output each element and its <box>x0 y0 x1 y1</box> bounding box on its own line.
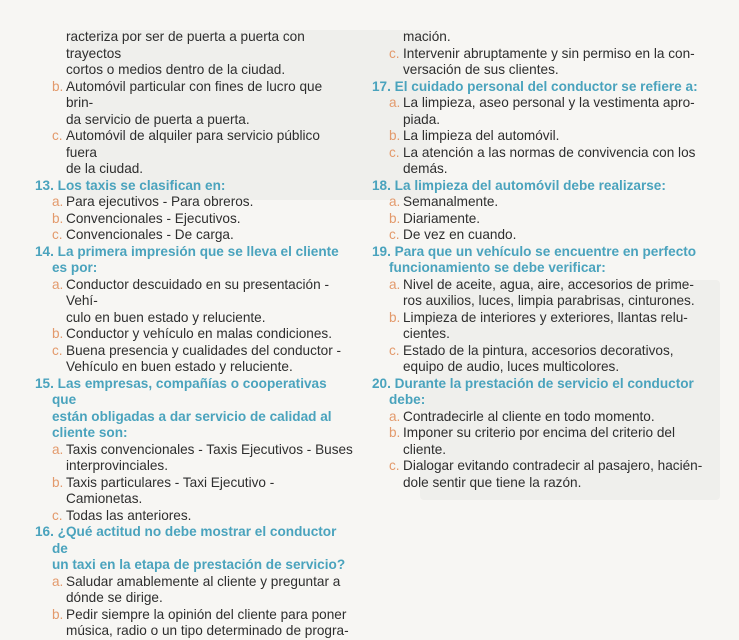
option-text: Nivel de aceite, agua, aire, accesorios de prime- ros auxilios, luces, limpia parabrisas, cinturones. <box>403 276 695 308</box>
question-title <box>372 79 734 96</box>
option-letter: c. <box>389 144 400 160</box>
option-text: La limpieza, aseo personal y la vestimenta apro- piada. <box>403 95 695 127</box>
option-text: Estado de la pintura, accesorios decorativos, equipo de audio, luces multicolores. <box>403 342 674 374</box>
option-text: Dialogar evitando contradecir al pasajero, hacién- dole sentir que tiene la razón. <box>403 458 703 490</box>
answer-option <box>372 310 734 343</box>
option-text: Convencionales - De carga. <box>66 227 234 242</box>
option-letter: c. <box>389 227 400 242</box>
option-text: Saludar amablemente al cliente y preguntar a dónde se dirige. <box>66 573 341 605</box>
question-text: 17. El cuidado personal del conductor se refiere a: <box>372 78 698 94</box>
option-text: Automóvil particular con fines de lucro que brin- da servicio de puerta a puerta. <box>66 78 323 127</box>
option-letter: b. <box>389 309 401 325</box>
question-text: 18. La limpieza del automóvil debe realizarse: <box>372 177 666 193</box>
question-title <box>35 178 353 195</box>
option-text: Para ejecutivos - Para obreros. <box>66 194 254 209</box>
answer-option <box>35 607 353 640</box>
answer-option <box>35 343 353 376</box>
question-text: 19. Para que un vehículo se encuentre en perfecto funcionamiento se debe verificar: <box>372 243 697 275</box>
option-letter: c. <box>52 227 63 242</box>
option-text: Buena presencia y cualidades del conductor - Vehículo en buen estado y reluciente. <box>66 342 342 374</box>
option-letter: c. <box>389 45 400 61</box>
option-letter: a. <box>389 194 401 209</box>
answer-option <box>372 95 734 128</box>
question-text: 13. Los taxis se clasifican en: <box>35 177 226 193</box>
answer-option <box>372 425 734 458</box>
right-column <box>372 29 734 491</box>
option-text: Pedir siempre la opinión del cliente para poner música, radio o un tipo determinado de progra- <box>66 606 349 638</box>
option-text: Semanalmente. <box>403 194 499 209</box>
answer-option <box>372 343 734 376</box>
question-title <box>35 244 353 277</box>
option-text: Diariamente. <box>403 210 481 226</box>
answer-option <box>372 128 734 145</box>
question-block <box>35 178 353 244</box>
answer-option <box>372 194 734 211</box>
option-text: Convencionales - Ejecutivos. <box>66 210 241 226</box>
question-block <box>372 79 734 178</box>
option-letter: c. <box>52 342 63 358</box>
option-text: Automóvil de alquiler para servicio público fuera de la ciudad. <box>66 128 320 176</box>
answer-option <box>35 211 353 228</box>
left-column <box>35 29 353 640</box>
question-block <box>372 178 734 244</box>
answer-option <box>372 409 734 426</box>
answer-option <box>35 442 353 475</box>
option-text: Imponer su criterio por encima del criterio del cliente. <box>403 425 675 457</box>
answer-option <box>372 227 734 244</box>
answer-option <box>372 277 734 310</box>
option-text: Conductor y vehículo en malas condiciones. <box>66 326 332 341</box>
question-title <box>372 178 734 195</box>
option-letter: a. <box>52 441 64 457</box>
question-block <box>35 244 353 376</box>
option-letter: a. <box>389 95 401 110</box>
question-title <box>35 376 353 442</box>
answer-option <box>35 194 353 211</box>
answer-option <box>35 277 353 327</box>
option-text: Intervenir abruptamente y sin permiso en la con- versación de sus clientes. <box>403 45 695 77</box>
answer-option <box>35 475 353 508</box>
answer-option <box>35 227 353 244</box>
option-letter: c. <box>52 507 63 523</box>
option-letter: a. <box>52 194 64 209</box>
option-letter: c. <box>52 128 63 143</box>
option-letter: c. <box>389 458 400 473</box>
answer-option <box>372 458 734 491</box>
option-letter: b. <box>52 326 64 341</box>
option-letter: b. <box>52 606 64 622</box>
option-letter: c. <box>389 342 400 358</box>
answer-option <box>35 326 353 343</box>
answer-option <box>372 145 734 178</box>
answer-option <box>35 128 353 178</box>
answer-option <box>35 508 353 525</box>
option-text: Contradecirle al cliente en todo momento. <box>403 408 655 424</box>
option-text: La atención a las normas de convivencia con los demás. <box>403 144 696 176</box>
option-letter: a. <box>52 573 64 589</box>
question-title <box>35 524 353 574</box>
option-text: La limpieza del automóvil. <box>403 128 560 143</box>
option-text: De vez en cuando. <box>403 227 517 242</box>
option-letter: b. <box>52 474 64 490</box>
option-letter: b. <box>389 128 401 143</box>
answer-option <box>35 574 353 607</box>
option-text: Taxis particulares - Taxi Ejecutivo - Camionetas. <box>66 474 275 506</box>
continued-text: mación. <box>403 29 451 44</box>
option-text: Todas las anteriores. <box>66 507 192 523</box>
question-block <box>35 376 353 525</box>
option-text: Limpieza de interiores y exteriores, llantas relu- cientes. <box>403 309 688 341</box>
option-letter: b. <box>52 78 64 94</box>
question-title <box>372 244 734 277</box>
answer-option <box>372 46 734 79</box>
option-letter: a. <box>389 276 401 292</box>
option-letter: b. <box>389 210 401 226</box>
question-block <box>35 524 353 640</box>
question-title <box>372 376 734 409</box>
option-letter: b. <box>389 425 401 440</box>
question-text: 16. ¿Qué actitud no debe mostrar el conductor de un taxi en la etapa de prestación de servicio? <box>35 524 346 572</box>
option-letter: b. <box>52 210 64 226</box>
question-text: 20. Durante la prestación de servicio el conductor debe: <box>372 375 694 407</box>
answer-option <box>35 79 353 129</box>
answer-option <box>372 211 734 228</box>
question-block <box>372 376 734 492</box>
continued-text: racteriza por ser de puerta a puerta con trayectos cortos o medios dentro de la ciudad. <box>66 29 305 77</box>
option-letter: a. <box>52 276 64 292</box>
option-text: Taxis convencionales - Taxis Ejecutivos - Buses interprovinciales. <box>66 441 353 473</box>
option-text: Conductor descuidado en su presentación - Vehí- culo en buen estado y reluciente. <box>66 276 329 325</box>
option-letter: a. <box>389 408 401 424</box>
question-block <box>372 244 734 376</box>
question-text: 14. La primera impresión que se lleva el cliente es por: <box>35 243 339 275</box>
question-text: 15. Las empresas, compañías o cooperativas que están obligadas a dar servicio de calidad al cliente son: <box>35 375 332 440</box>
